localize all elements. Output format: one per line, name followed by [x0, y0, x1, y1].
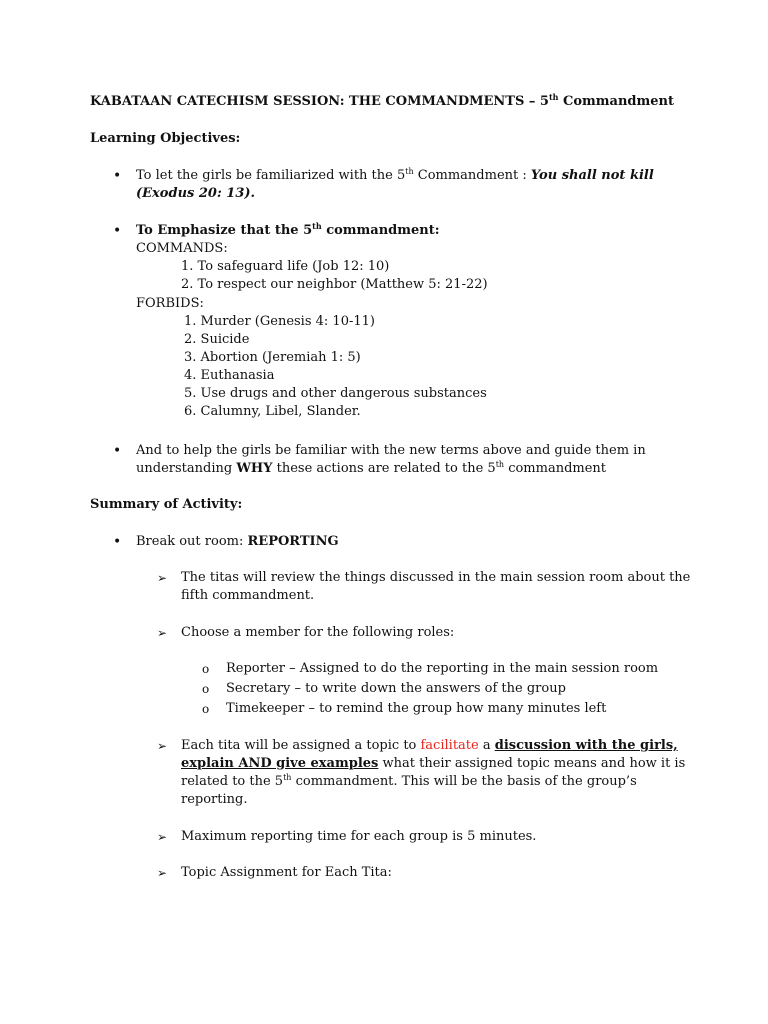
bullet-icon: •: [113, 443, 122, 459]
breakout-room-line: Break out room: REPORTING: [136, 534, 339, 549]
review-item: The titas will review the things discussed in the main session room about the fifth commandment.: [181, 570, 691, 603]
circle-bullet-icon: o: [202, 662, 210, 676]
list-item: 6. Calumny, Libel, Slander.: [184, 404, 361, 419]
summary-heading: Summary of Activity:: [90, 497, 243, 512]
arrow-icon: ➢: [157, 571, 168, 585]
bullet-icon: •: [113, 534, 122, 550]
list-item: 1. Murder (Genesis 4: 10-11): [184, 314, 375, 329]
arrow-icon: ➢: [157, 866, 168, 880]
list-item: 2. Suicide: [184, 332, 250, 347]
role-secretary: Secretary – to write down the answers of the group: [226, 681, 566, 696]
forbids-list: [184, 313, 487, 421]
list-item: 4. Euthanasia: [184, 368, 275, 383]
list-item: 2. To respect our neighbor (Matthew 5: 21-22): [181, 277, 488, 292]
objective-1: To let the girls be familiarized with the 5th Commandment : You shall not kill (Exodus 20: 13).: [136, 167, 654, 201]
objective-2: To Emphasize that the 5th commandment: COMMANDS:: [136, 221, 440, 256]
circle-bullet-icon: o: [202, 682, 210, 696]
circle-bullet-icon: o: [202, 702, 210, 716]
arrow-icon: ➢: [157, 626, 168, 640]
reporting-time-item: Maximum reporting time for each group is 5 minutes.: [181, 829, 537, 844]
topic-assignment-description: Each tita will be assigned a topic to facilitate a discussion with the girls, explain AND give examples what their assigned topic means and how it is related to the 5th commandment. This will be the basis of the group’s reporting.: [181, 738, 686, 807]
document-title: KABATAAN CATECHISM SESSION: THE COMMANDMENTS – 5th Commandment: [90, 92, 674, 109]
learning-objectives-heading: Learning Objectives:: [90, 131, 241, 146]
role-timekeeper: Timekeeper – to remind the group how many minutes left: [226, 701, 607, 716]
roles-item: Choose a member for the following roles:: [181, 625, 455, 640]
commands-label: COMMANDS:: [136, 241, 228, 256]
objective-3: And to help the girls be familiar with the new terms above and guide them in understanding WHY these actions are related to the 5th commandment: [136, 443, 646, 476]
topic-assignment-heading: Topic Assignment for Each Tita:: [181, 865, 392, 880]
bullet-icon: •: [113, 223, 122, 239]
list-item: 5. Use drugs and other dangerous substances: [184, 386, 487, 401]
forbids-label: FORBIDS:: [136, 296, 204, 311]
arrow-icon: ➢: [157, 830, 168, 844]
list-item: 1. To safeguard life (Job 12: 10): [181, 259, 390, 274]
role-reporter: Reporter – Assigned to do the reporting in the main session room: [226, 661, 659, 676]
bullet-icon: •: [113, 168, 122, 184]
commands-list: [181, 258, 488, 294]
list-item: 3. Abortion (Jeremiah 1: 5): [184, 350, 361, 365]
arrow-icon: ➢: [157, 739, 168, 753]
